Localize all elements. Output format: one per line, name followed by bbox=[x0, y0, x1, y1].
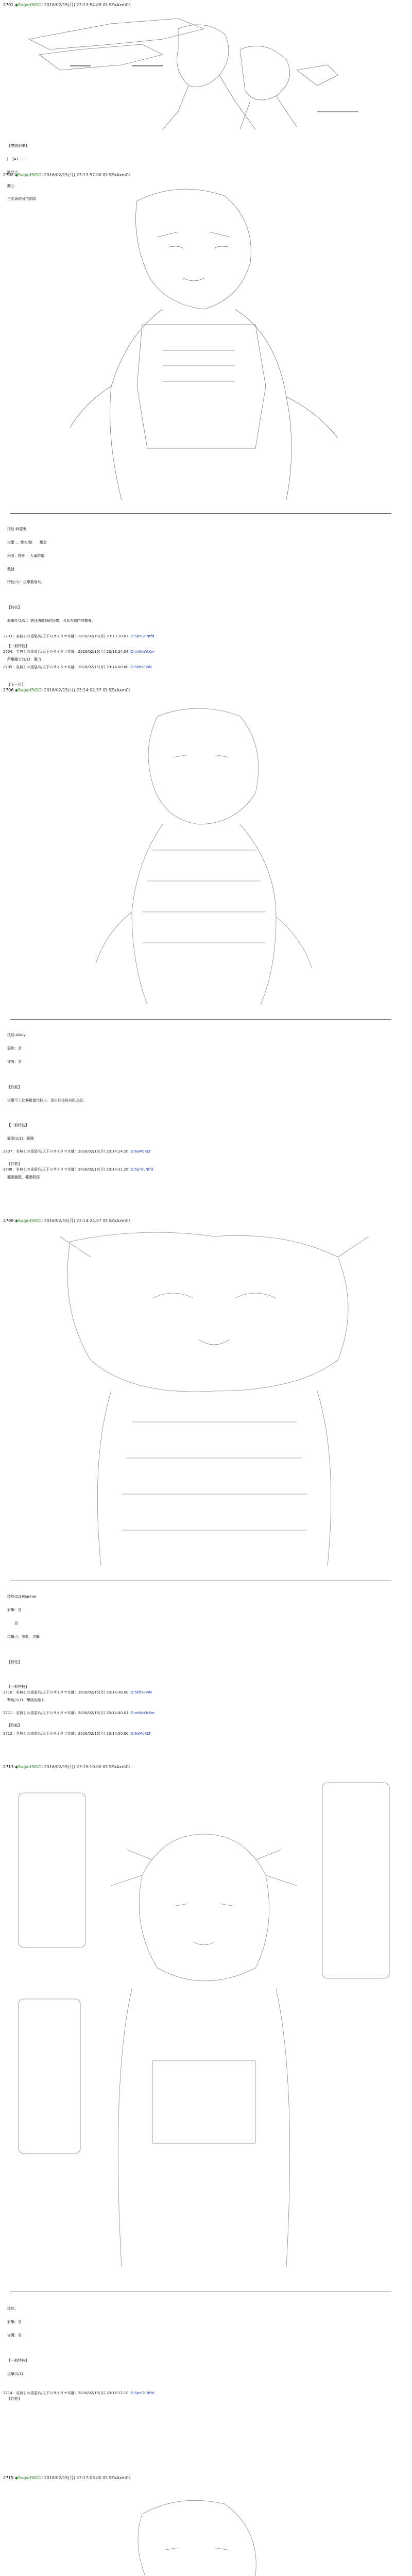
reply-id-link[interactable]: ID:5kh8FWN bbox=[129, 1690, 152, 1694]
body-line: [ ]A1 … bbox=[7, 157, 26, 161]
body-line: 【性能】 bbox=[7, 1723, 22, 1728]
reply-id-link[interactable]: ID:5prGLNtfd bbox=[129, 1167, 153, 1172]
body-line: 【一般特技】 bbox=[7, 1685, 29, 1689]
body-line: 特性(1)：攻擊數增加， bbox=[7, 580, 45, 585]
post bbox=[0, 1762, 412, 2473]
post-number: 2715 bbox=[3, 2476, 14, 2480]
body-line: 【性能】 bbox=[7, 2397, 22, 2401]
post-number: 2701 bbox=[3, 3, 14, 7]
post-header bbox=[3, 687, 130, 693]
reply bbox=[3, 1149, 151, 1154]
poster-name[interactable]: ◆Sugari5lOOI bbox=[14, 1765, 43, 1769]
body-line: 【雙胞胎軍】 bbox=[7, 144, 29, 148]
reply bbox=[3, 649, 154, 654]
ascii-art bbox=[8, 696, 400, 1015]
reply-text: 2714：名無しの重装兵/天下のサイタマ本舗：2016/02/15(月) 23:16:12.10 bbox=[3, 2391, 129, 2395]
reply-text: 2711：名無しの重装兵/天下のサイタマ本舗：2016/02/15(月) 23:14:40.01 bbox=[3, 1711, 129, 1715]
reply bbox=[3, 634, 154, 639]
body-line: 技能:修羅鬼 bbox=[7, 527, 27, 532]
body-line: 【特性】 bbox=[7, 1659, 22, 1664]
body-line: 範圍(1/1)：範圍 bbox=[7, 1137, 34, 1141]
body-line: 【下一位】 bbox=[7, 682, 25, 687]
post-number: 2706 bbox=[3, 688, 14, 692]
body-line: 攻擊力：強壯，攻擊 bbox=[7, 1634, 40, 1639]
reply bbox=[3, 1690, 152, 1695]
body-line: 技能(1/1)Gunner bbox=[7, 1595, 37, 1599]
body-line: 關心 bbox=[7, 183, 14, 188]
poster-name[interactable]: ◆Sugari5lOOI bbox=[14, 2476, 43, 2480]
reply bbox=[3, 1167, 153, 1172]
body-line: 【一般特技】 bbox=[7, 644, 29, 649]
body-line: 擊破(1/1)：擊破的能力 bbox=[7, 1698, 45, 1703]
ascii-art bbox=[8, 8, 400, 132]
divider bbox=[10, 513, 391, 514]
post-date: 2016/02/15(月) 23:13:57.00 ID:SZxAxmCt bbox=[44, 173, 130, 177]
body-line: 數據 bbox=[7, 567, 14, 571]
reply-text: 2712：名無しの重装兵/天下のサイタマ本舗：2016/02/15(月) 23:14:50.00 bbox=[3, 1732, 129, 1736]
body-line: 守護：冒 bbox=[7, 1059, 22, 1064]
post-header bbox=[3, 1218, 130, 1224]
body-line: 戰鬥力 bbox=[7, 170, 18, 175]
post-header bbox=[3, 2475, 130, 2481]
post-body bbox=[7, 1024, 87, 1189]
post bbox=[0, 170, 412, 685]
body-line: 攻擊不上比賽數量比較少，是由於技能有限之故。 bbox=[7, 1098, 87, 1103]
body-line: 攻擊 … 雙刃/劍 擊退 bbox=[7, 540, 47, 545]
ascii-art bbox=[8, 180, 400, 510]
reply-id-link[interactable]: ID:mWoWtKm bbox=[129, 1711, 155, 1715]
divider bbox=[10, 1019, 391, 1020]
body-line: 射擊：冒 bbox=[7, 1607, 32, 1612]
body-line: 所屬魔力(1/1)：魔力 bbox=[7, 657, 41, 662]
body-line: 技能:Aikuy bbox=[7, 1033, 26, 1038]
reply-id-link[interactable]: ID:6aMoRLT bbox=[129, 1149, 151, 1154]
reply-text: 2704：名無しの重装兵/天下のサイタマ本舗：2016/02/15(月) 23:13:24.04 bbox=[3, 650, 129, 654]
reply-id-link[interactable]: ID:6aMoRLT bbox=[129, 1732, 151, 1736]
reply bbox=[3, 665, 152, 670]
post bbox=[0, 1216, 412, 1762]
poster-name[interactable]: ◆Sugari5lOOI bbox=[14, 3, 43, 7]
post-date: 2016/02/15(月) 23:17:03.00 ID:SZxAxmCt bbox=[44, 2476, 130, 2480]
body-line: 【一般特技】 bbox=[7, 1123, 29, 1128]
post-number: 2702 bbox=[3, 173, 14, 177]
post-date: 2016/02/15(月) 23:13:54.09 ID:SZxAxmCt bbox=[44, 3, 130, 7]
body-line: 【一般特技】 bbox=[7, 2358, 29, 2363]
reply-id-link[interactable]: ID:5pnG0Ntfd bbox=[129, 2391, 154, 2395]
poster-name[interactable]: ◆Sugari5lOOI bbox=[14, 1218, 43, 1223]
reply bbox=[3, 1731, 151, 1736]
body-line: 守護：冒 bbox=[7, 2333, 22, 2337]
reply-text: 2705：名無しの重装兵/天下のサイタマ本舗：2016/02/15(月) 23:14:00.08 bbox=[3, 665, 129, 669]
reply-id-link[interactable]: ID:5pnG0Ntfd bbox=[129, 634, 154, 638]
post-header bbox=[3, 172, 130, 178]
body-line: 攻擊(1/1)： bbox=[7, 2371, 27, 2376]
post bbox=[0, 2473, 412, 2576]
reply-text: 2703：名無しの重装兵/天下のサイタマ本舗：2016/02/15(月) 23:13:18.01 bbox=[3, 634, 129, 638]
post-number: 2713 bbox=[3, 1765, 14, 1769]
body-line: 弱點：冒 bbox=[7, 1046, 36, 1050]
body-line: 三年級的可怕部隊 bbox=[7, 197, 36, 201]
post-header bbox=[3, 1764, 130, 1770]
reply bbox=[3, 1710, 154, 1716]
poster-name[interactable]: ◆Sugari5lOOI bbox=[14, 688, 43, 692]
body-line: 【性能】 bbox=[7, 1162, 22, 1166]
body-line: 殺傷性(1/1)：遇到強敵時的恐懼，因為有戰鬥的機會。 bbox=[7, 619, 95, 623]
poster-name[interactable]: ◆Sugari5lOOI bbox=[14, 173, 43, 177]
reply-id-link[interactable]: ID:mWoWtKm bbox=[129, 650, 155, 654]
body-line: 射擊：冒 bbox=[7, 2319, 29, 2324]
reply bbox=[3, 2391, 154, 2396]
body-line: 【特技】 bbox=[7, 605, 22, 610]
reply-text: 2707：名無しの重装兵/天下のサイタマ本舗：2016/02/15(月) 23:14:14.20 bbox=[3, 1149, 129, 1154]
post-number: 2709 bbox=[3, 1218, 14, 1223]
body-line: 冒 bbox=[7, 1621, 18, 1625]
reply-text: 2708：名無しの重装兵/天下のサイタマ本舗：2016/02/15(月) 23:14:21.26 bbox=[3, 1167, 129, 1172]
body-line: 【性能】 bbox=[7, 1084, 22, 1089]
post-header bbox=[3, 2, 130, 8]
reply-id-link[interactable]: ID:5kh8FWN bbox=[129, 665, 152, 669]
body-line: 技能： bbox=[7, 2307, 18, 2311]
reply-text: 2710：名無しの重装兵/天下のサイタマ本舗：2016/02/15(月) 23:14:38.00 bbox=[3, 1690, 129, 1694]
body-line: 兩者：精神 ，力量防禦 bbox=[7, 553, 45, 558]
post-date: 2016/02/15(月) 23:15:10.00 ID:SZxAxmCt bbox=[44, 1765, 130, 1769]
ascii-art bbox=[8, 1226, 400, 1577]
ascii-art bbox=[8, 1772, 400, 2287]
post-date: 2016/02/15(月) 23:14:24.57 ID:SZxAxmCt bbox=[44, 1218, 130, 1223]
ascii-art bbox=[8, 2483, 400, 2576]
body-line: 範圍擴散，範圍殺傷 bbox=[7, 1175, 40, 1179]
post-date: 2016/02/15(月) 23:14:02.57 ID:SZxAxmCt bbox=[44, 688, 130, 692]
